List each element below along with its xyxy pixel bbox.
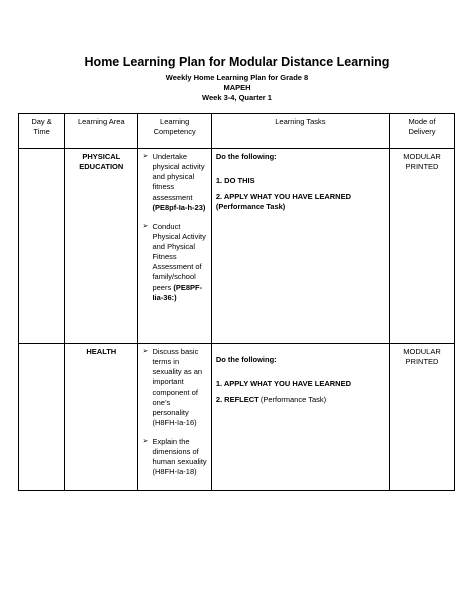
cell-learning-tasks: Do the following: 1. APPLY WHAT YOU HAVE LEARNED 2. REFLECT (Performance Task) — [211, 344, 389, 491]
cell-learning-competency — [138, 149, 211, 344]
competency-item: ➢ Explain the dimensions of human sexuality (H8FH-Ia-18) — [142, 437, 207, 477]
cell-day-time — [19, 149, 65, 344]
competency-item: ➢ Undertake physical activity and physical fitness assessment (PE8pf-Ia-h-23) — [142, 152, 206, 212]
cell-learning-area: PHYSICAL EDUCATION — [65, 149, 138, 344]
cell-mode-of-delivery: MODULAR PRINTED — [390, 149, 455, 344]
table-header-row — [19, 114, 455, 149]
table-row-physical-education — [19, 149, 455, 344]
arrow-bullet-icon: ➢ — [142, 348, 149, 355]
competency-item: ➢ Conduct Physical Activity and Physical Fitness Assessment of family/school peers (PE8PF-Iia-36:) — [142, 221, 206, 302]
arrow-bullet-icon: ➢ — [142, 222, 149, 230]
arrow-bullet-icon: ➢ — [142, 153, 149, 160]
learning-plan-table — [18, 113, 455, 491]
arrow-bullet-icon: ➢ — [142, 438, 149, 445]
header-mode-of-delivery: Mode of Delivery — [390, 114, 455, 149]
header-learning-tasks: Learning Tasks — [211, 114, 389, 149]
document-title: Home Learning Plan for Modular Distance Learning — [84, 55, 390, 69]
cell-learning-competency — [138, 344, 211, 491]
cell-learning-area: HEALTH — [65, 344, 138, 491]
cell-learning-tasks: Do the following: 1. DO THIS 2. APPLY WHAT YOU HAVE LEARNED (Performance Task) — [211, 149, 389, 344]
header-learning-competency: Learning Competency — [138, 114, 211, 149]
document-subject: MAPEH — [223, 83, 251, 92]
cell-mode-of-delivery: MODULAR PRINTED — [390, 344, 455, 491]
header-learning-area: Learning Area — [65, 114, 138, 149]
document-subtitle: Weekly Home Learning Plan for Grade 8 — [165, 73, 309, 82]
cell-day-time — [19, 344, 65, 491]
competency-item: ➢ Discuss basic terms in sexuality as an important component of one’s personality (H8FH-Ia-16) — [142, 347, 203, 427]
table-row-health — [19, 344, 455, 491]
document-week: Week 3-4, Quarter 1 — [202, 93, 272, 102]
header-day-time: Day & Time — [19, 114, 65, 149]
